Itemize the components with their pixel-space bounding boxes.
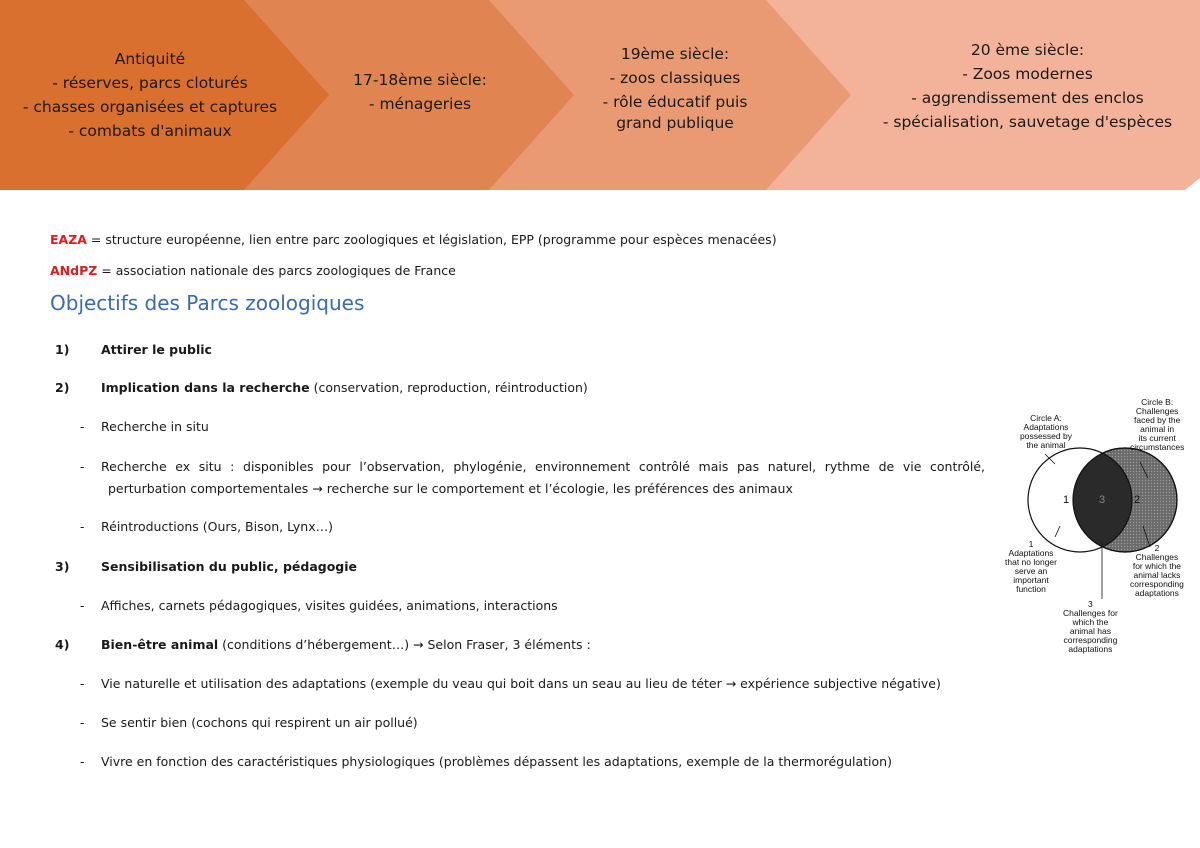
label-region-1: 1 Adaptations that no longer serve an important function — [1005, 539, 1057, 594]
definition-abbr: ANdPZ — [50, 263, 98, 278]
timeline-line: - ménageries — [368, 95, 472, 113]
region-number-3: 3 — [1099, 494, 1106, 506]
objective-number: 2) — [55, 380, 70, 395]
objective-bold: Attirer le public — [101, 342, 212, 357]
label-circle-a: Circle A: Adaptations possessed by the animal — [1020, 413, 1072, 450]
definition-abbr: EAZA — [50, 232, 87, 247]
timeline-line: grand publique — [616, 114, 734, 132]
objective-number: 3) — [55, 559, 70, 574]
definition-andpz — [50, 263, 456, 278]
fraser-venn-figure — [1000, 392, 1200, 667]
definition-eaza — [50, 232, 777, 247]
objective-title — [101, 342, 212, 357]
region-number-2: 2 — [1134, 494, 1141, 506]
timeline-text-antiquite — [0, 0, 300, 190]
timeline-line: - spécialisation, sauvetage d'espèces — [882, 113, 1173, 131]
region-number-1: 1 — [1063, 494, 1070, 506]
timeline-line: - réserves, parcs cloturés — [52, 74, 248, 92]
history-timeline — [0, 0, 1200, 190]
timeline-line: - rôle éducatif puis — [602, 93, 748, 111]
objective-bold: Bien-être animal — [101, 637, 219, 652]
bullet-dash: - — [80, 715, 85, 730]
timeline-line: 20 ème siècle: — [970, 41, 1085, 59]
bullet-dash: - — [80, 519, 85, 534]
timeline-text-20 — [855, 0, 1200, 190]
objective-bold: Implication dans la recherche — [101, 380, 310, 395]
bullet-dash: - — [80, 754, 85, 769]
list-item: Se sentir bien (cochons qui respirent un air pollué) — [101, 715, 418, 730]
label-circle-b: Circle B: Challenges faced by the animal in its current circumstances — [1130, 397, 1185, 452]
timeline-line: 19ème siècle: — [620, 45, 730, 63]
timeline-line: - combats d'animaux — [68, 122, 232, 140]
label-region-2: 2 Challenges for which the animal lacks corresponding adaptations — [1130, 543, 1184, 598]
label-region-3: 3 Challenges for which the animal has corresponding adaptations — [1063, 599, 1118, 654]
list-item: Recherche in situ — [101, 419, 209, 434]
timeline-text-17-18 — [320, 0, 520, 190]
objective-title — [101, 380, 588, 395]
list-item: Réintroductions (Ours, Bison, Lynx…) — [101, 519, 334, 534]
objective-number: 4) — [55, 637, 70, 652]
timeline-line: - Zoos modernes — [962, 65, 1093, 83]
timeline-text-19 — [575, 0, 775, 190]
objective-rest: (conservation, reproduction, réintroduction) — [309, 380, 588, 395]
definition-text: = structure européenne, lien entre parc zoologiques et législation, EPP (programme pour espèces menacées) — [86, 232, 777, 247]
list-item: Affiches, carnets pédagogiques, visites guidées, animations, interactions — [101, 598, 558, 613]
timeline-line: Antiquité — [114, 50, 186, 68]
timeline-line: - zoos classiques — [609, 69, 741, 87]
timeline-line: - aggrendissement des enclos — [911, 89, 1144, 107]
list-item: Vie naturelle et utilisation des adaptations (exemple du veau qui boit dans un seau au lieu de téter → expérience subjective négative) — [101, 676, 941, 691]
list-item-continuation: perturbation comportementales → recherche sur le comportement et l’écologie, les préférences des animaux — [108, 481, 793, 496]
objective-number: 1) — [55, 342, 70, 357]
definition-text: = association nationale des parcs zoologiques de France — [97, 263, 456, 278]
objective-title — [101, 637, 591, 652]
timeline-line: - chasses organisées et captures — [22, 98, 278, 116]
bullet-dash: - — [80, 598, 85, 613]
timeline-line: 17-18ème siècle: — [353, 71, 487, 89]
objective-bold: Sensibilisation du public, pédagogie — [101, 559, 358, 574]
bullet-dash: - — [80, 419, 85, 434]
section-heading: Objectifs des Parcs zoologiques — [50, 291, 365, 315]
list-item: Vivre en fonction des caractéristiques physiologiques (problèmes dépassent les adaptations, exemple de la thermorégulation) — [101, 754, 892, 769]
objective-title — [101, 559, 357, 574]
bullet-dash: - — [80, 676, 85, 691]
objective-rest: (conditions d’hébergement…) → Selon Fraser, 3 éléments : — [218, 637, 591, 652]
bullet-dash: - — [80, 459, 85, 474]
list-item: Recherche ex situ : disponibles pour l’observation, phylogénie, environnement contrôlé mais pas naturel, rythme de vie contrôlé, — [101, 459, 985, 474]
